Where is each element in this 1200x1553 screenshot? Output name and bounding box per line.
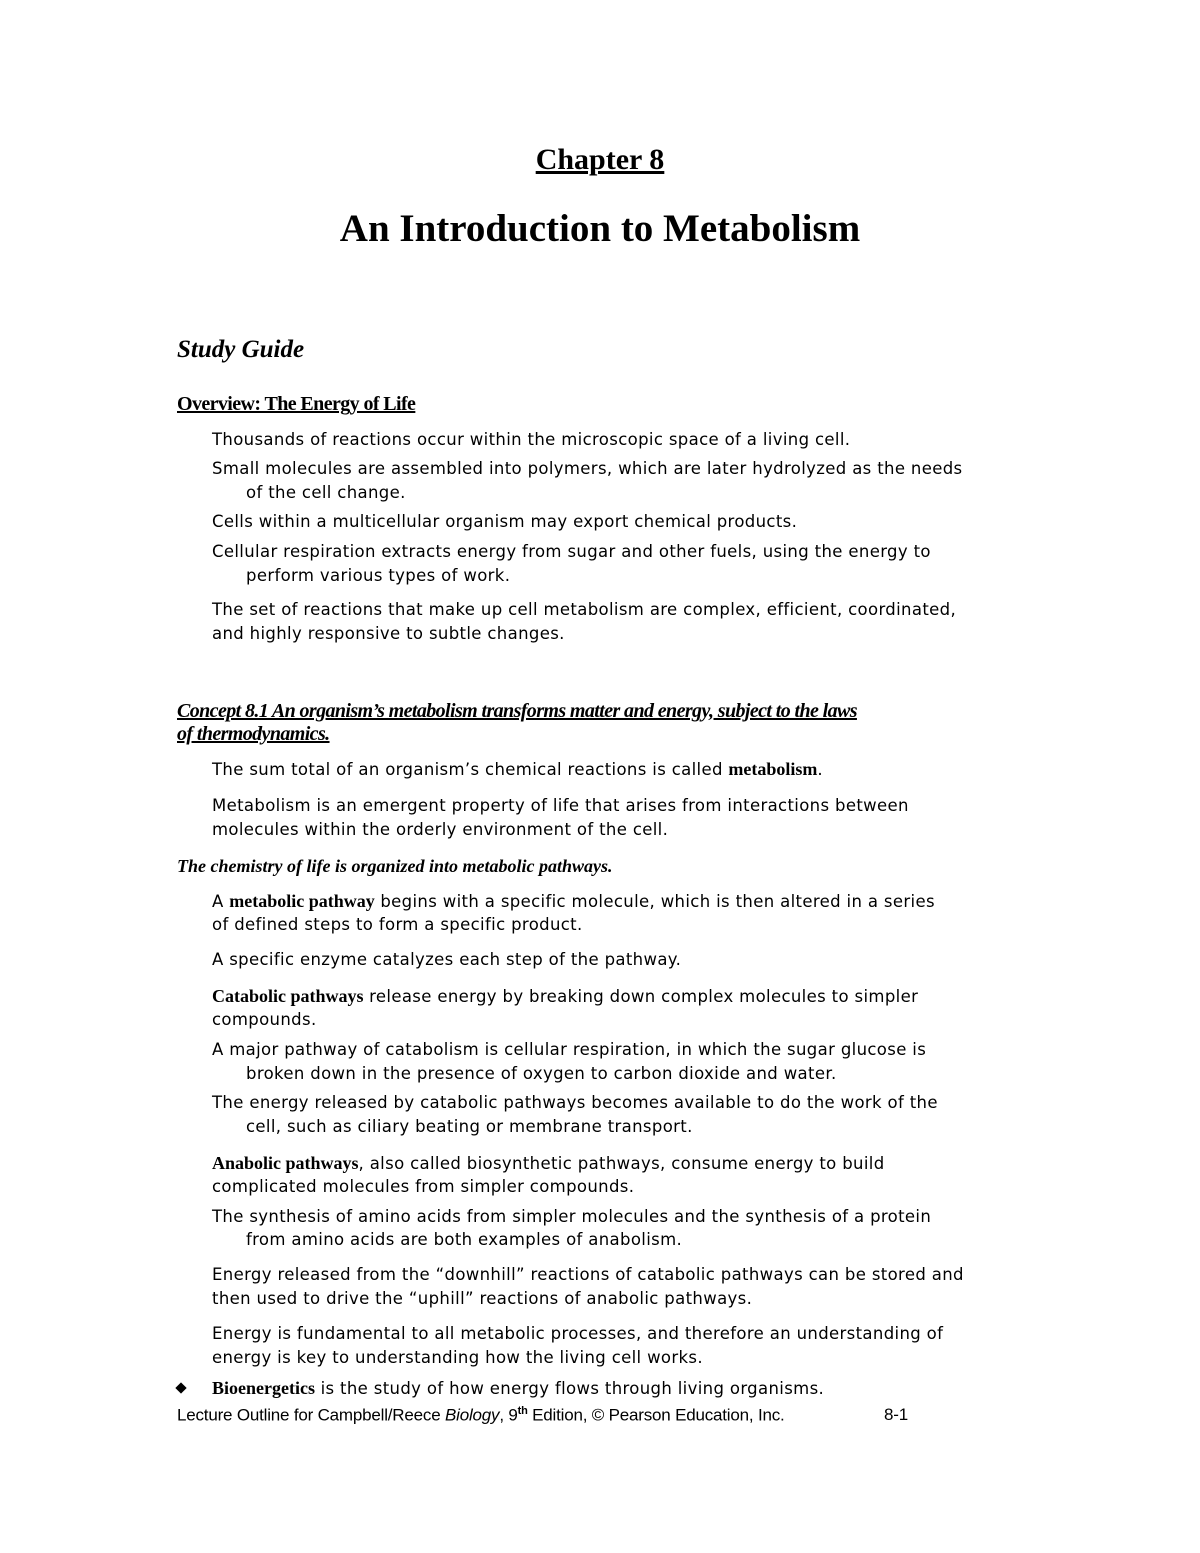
page-footer: Lecture Outline for Campbell/Reece Biology, 9th Edition, © Pearson Education, Inc. 8-1 — [177, 1405, 908, 1425]
study-guide-heading: Study Guide — [177, 336, 305, 363]
concept-heading-line1: Concept 8.1 An organism’s metabolism transforms matter and energy, subject to the laws — [177, 700, 857, 722]
catabolic-line: Catabolic pathways release energy by breaking down complex molecules to simpler — [212, 986, 919, 1006]
concept-heading-line2: of thermodynamics. — [177, 723, 330, 745]
page-number: 8-1 — [884, 1405, 908, 1424]
concept-paragraph: molecules within the orderly environment of the cell. — [212, 820, 669, 839]
bioenergetics-line: Bioenergetics is the study of how energy flows through living organisms. — [212, 1378, 825, 1398]
catabolic-sub-line: cell, such as ciliary beating or membrane transport. — [246, 1117, 693, 1136]
overview-line: Cellular respiration extracts energy from sugar and other fuels, using the energy to — [212, 542, 931, 561]
anabolic-sub-line: The synthesis of amino acids from simpler molecules and the synthesis of a protein — [212, 1207, 932, 1226]
overview-line: perform various types of work. — [246, 566, 511, 585]
concept-paragraph: Metabolism is an emergent property of life that arises from interactions between — [212, 796, 909, 815]
page-title: An Introduction to Metabolism — [339, 207, 861, 250]
overview-line: of the cell change. — [246, 483, 406, 502]
enzyme-line: A specific enzyme catalyzes each step of the pathway. — [212, 950, 682, 969]
overview-heading: Overview: The Energy of Life — [177, 393, 416, 415]
catabolic-line: compounds. — [212, 1010, 317, 1029]
energy-released-line: then used to drive the “uphill” reactions of anabolic pathways. — [212, 1289, 753, 1308]
catabolic-sub-line: broken down in the presence of oxygen to carbon dioxide and water. — [246, 1064, 837, 1083]
metabolic-pathway-line: of defined steps to form a specific product. — [212, 915, 583, 934]
energy-released-line: Energy released from the “downhill” reactions of catabolic pathways can be stored and — [212, 1265, 964, 1284]
catabolic-sub-line: A major pathway of catabolism is cellular respiration, in which the sugar glucose is — [212, 1040, 927, 1059]
term-anabolic-pathways: Anabolic pathways — [212, 1153, 359, 1173]
anabolic-sub-line: from amino acids are both examples of anabolism. — [246, 1230, 683, 1249]
term-metabolic-pathway: metabolic pathway — [229, 891, 375, 911]
overview-line: and highly responsive to subtle changes. — [212, 624, 565, 643]
overview-line: Small molecules are assembled into polymers, which are later hydrolyzed as the needs — [212, 459, 963, 478]
chapter-label: Chapter 8 — [535, 143, 665, 176]
concept-paragraph: The sum total of an organism’s chemical reactions is called metabolism. — [212, 759, 824, 779]
term-bioenergetics: Bioenergetics — [212, 1378, 315, 1398]
bullet-diamond-icon — [175, 1382, 186, 1393]
overview-line: Cells within a multicellular organism may export chemical products. — [212, 512, 798, 531]
overview-line: The set of reactions that make up cell metabolism are complex, efficient, coordinated, — [212, 600, 957, 619]
term-catabolic-pathways: Catabolic pathways — [212, 986, 364, 1006]
pathways-heading: The chemistry of life is organized into metabolic pathways. — [177, 856, 613, 876]
energy-fundamental-line: Energy is fundamental to all metabolic processes, and therefore an understanding of — [212, 1324, 944, 1343]
energy-fundamental-line: energy is key to understanding how the living cell works. — [212, 1348, 703, 1367]
catabolic-sub-line: The energy released by catabolic pathways becomes available to do the work of the — [212, 1093, 938, 1112]
overview-line: Thousands of reactions occur within the microscopic space of a living cell. — [212, 430, 851, 449]
term-metabolism: metabolism — [728, 759, 818, 779]
metabolic-pathway-line: A metabolic pathway begins with a specific molecule, which is then altered in a series — [212, 891, 935, 911]
anabolic-line: Anabolic pathways, also called biosynthetic pathways, consume energy to build — [212, 1153, 885, 1173]
anabolic-line: complicated molecules from simpler compounds. — [212, 1177, 635, 1196]
